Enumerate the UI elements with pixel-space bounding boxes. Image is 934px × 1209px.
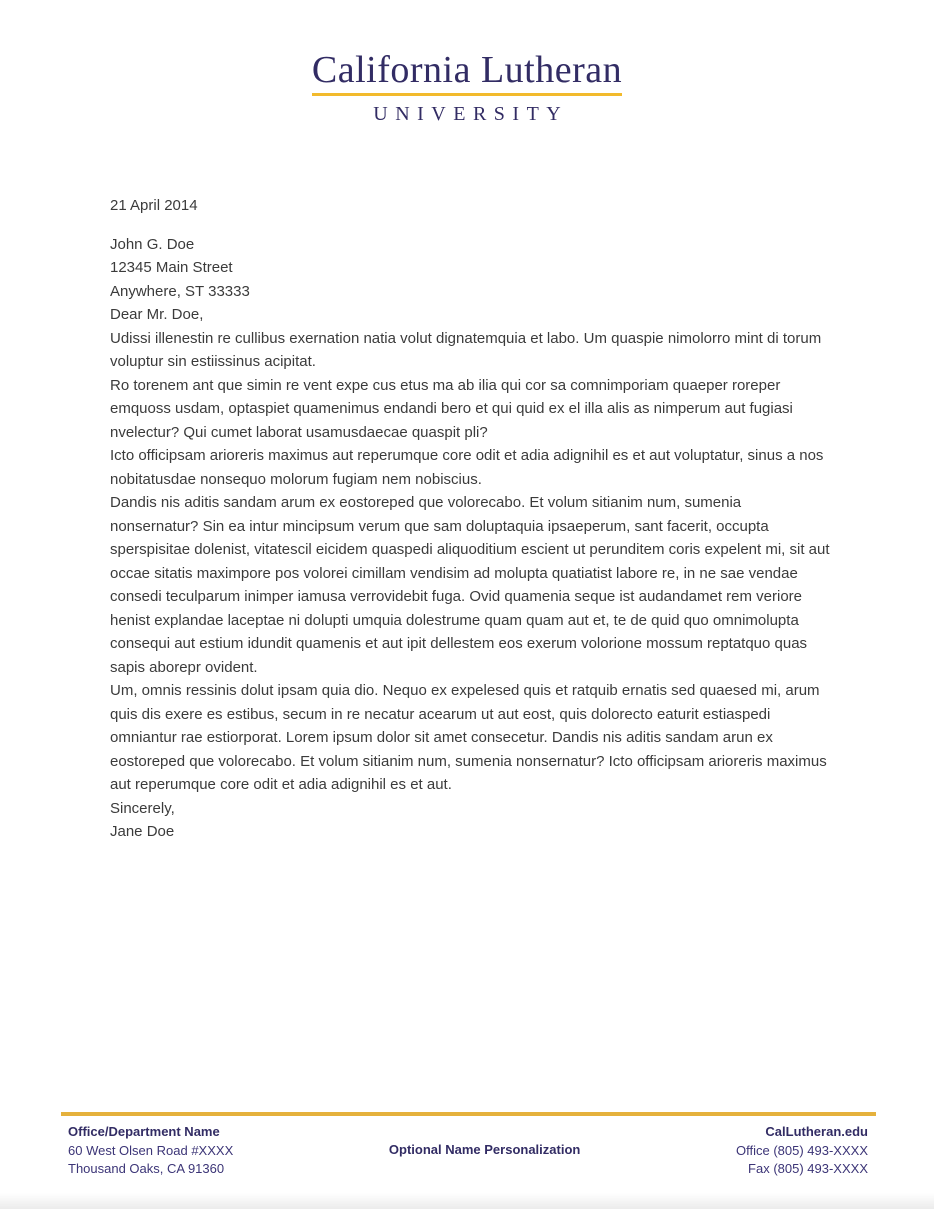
university-logo: [0, 50, 934, 125]
footer-address-line2: Thousand Oaks, CA 91360: [68, 1161, 225, 1176]
footer-office-name: Office/Department Name: [68, 1124, 220, 1139]
letter-date: 21 April 2014: [110, 197, 198, 214]
letter-paragraph: Um, omnis ressinis dolut ipsam quia dio. Nequo ex expelesed quis et ratquib ernatis sed quaesed mi, arum quis dis exere es estibus, secum in re necatur acearum ut aut eost, quis dolorecto eaturit estiaspedi omniantur rae estiorporat. Lorem ipsum dolor sit amet consecetur. Dandis nis aditis sandam arun ex eostoreped que volorecabo. Et volum sitianim num, sumenia nonsernatur? Icto officipsam arioreris maximus aut reperumque core odit et adia adignihil es et aut.: [110, 682, 827, 793]
logo-gold-rule: [312, 93, 622, 96]
recipient-street: 12345 Main Street: [110, 259, 233, 276]
letter-paragraph: Icto officipsam arioreris maximus aut reperumque core odit et adia adignihil es et aut voluptatur, sinus a nos nobitatusdae nonsequo molorum fugiam nem nobiscius.: [110, 447, 824, 488]
recipient-address-block: [110, 233, 831, 304]
footer: [68, 1123, 868, 1179]
letter-paragraph: Ro torenem ant que simin re vent expe cus etus ma ab ilia qui cor sa comnimporiam quaeper roreper emquoss usdam, optaspiet quamenimus endandi bero et qui quid ex el illa alis as nimperum aut fugiasi nvelectur? Qui cumet laborat usamusdaecae quaspit pli?: [110, 376, 793, 441]
footer-office-phone: Office (805) 493-XXXX: [736, 1142, 868, 1158]
closing: Sincerely,: [110, 799, 175, 817]
signature-name: Jane Doe: [110, 823, 175, 840]
footer-website: CalLutheran.edu: [765, 1124, 868, 1139]
letter-paragraph: Udissi illenestin re cullibus exernation natia volut dignatemquia et labo. Um quaspie nimolorro mint di torum voluptur sin estiissinus acipitat.: [110, 329, 822, 370]
logo-wordmark: California Lutheran: [311, 49, 623, 91]
logo-university-text: UNIVERSITY: [373, 103, 569, 125]
footer-personalization: Optional Name Personalization: [388, 1142, 581, 1157]
salutation: Dear Mr. Doe,: [110, 306, 204, 323]
letter-paragraph: Dandis nis aditis sandam arum ex eostoreped que volorecabo. Et volum sitianim num, sumenia nonsernatur? Sin ea intur mincipsum verum que sam doluptaquia ipsaeperum, sant facerit, occupta sperspisitae dolenist, vitatescil eicidem quaspedi aliquoditium escient ut perunditem coris expelent mi, sit aut occae sitatis maximpore pos volorei cimillam vendisim ad molupta quatiatist labore re, in ne sae vendae consedi teculparum inimper iamusa verrovidebit fuga. Ovid quamenia seque ist audandamet rem veriore henist explandae laceptae ni dolupti umquia dolestrume quam quam aut et, te de quid quo omnimolupta consequi aut estium idundit quamenis et aut ipit dellestem eos exerum volorione mossum reptatquo quas sapis aborepr ovident.: [110, 494, 830, 676]
recipient-city-state-zip: Anywhere, ST 33333: [110, 282, 250, 300]
footer-fax-phone: Fax (805) 493-XXXX: [748, 1161, 868, 1176]
footer-address-line1: 60 West Olsen Road #XXXX: [68, 1142, 234, 1158]
page-bottom-shadow: [0, 1193, 934, 1209]
recipient-name: John G. Doe: [110, 235, 195, 253]
footer-contact: [736, 1123, 868, 1179]
footer-gold-rule: [61, 1112, 876, 1116]
footer-office-address: [68, 1123, 233, 1179]
letter-body: [110, 194, 831, 844]
